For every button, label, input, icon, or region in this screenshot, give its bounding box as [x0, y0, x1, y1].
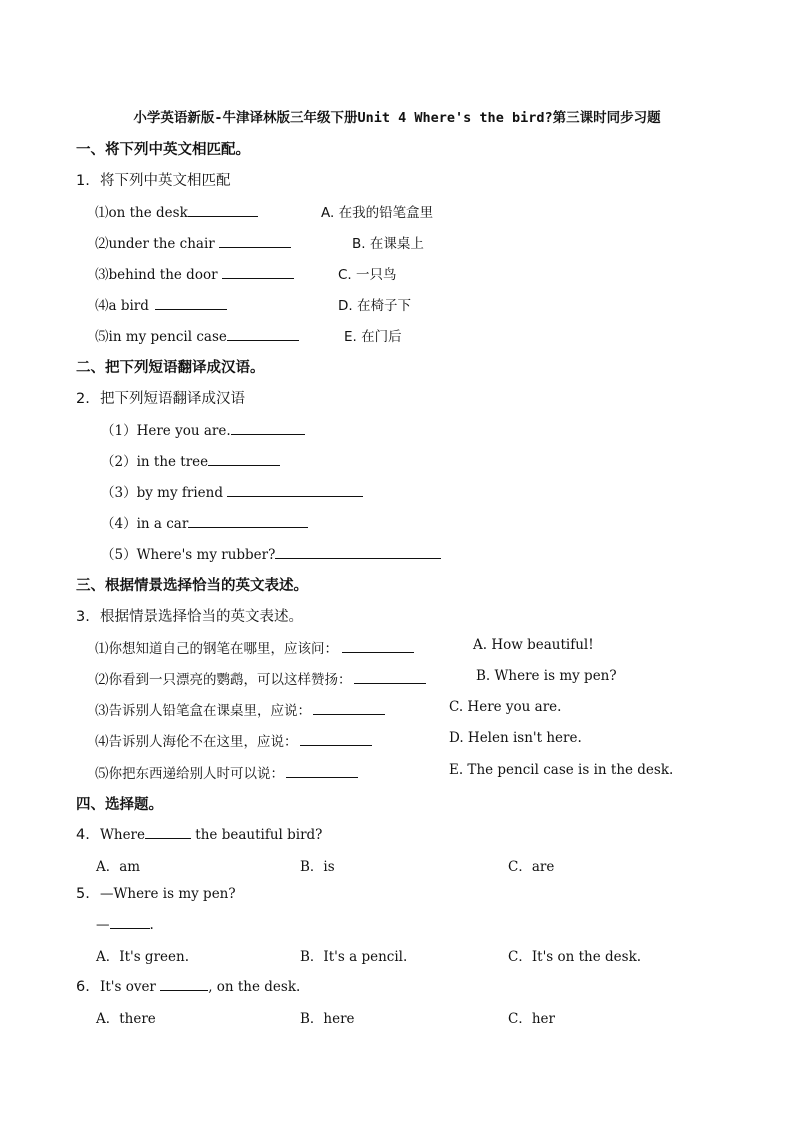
match-item-right: A. 在我的铅笔盒里: [321, 205, 434, 221]
match-item-left: ⑵under the chair: [95, 232, 291, 252]
option-c[interactable]: C．It's on the desk.: [508, 949, 642, 965]
match-item-right: B. 在课桌上: [352, 236, 424, 252]
option-a[interactable]: A．there: [96, 1011, 156, 1027]
answer-blank[interactable]: [300, 731, 372, 746]
question-text: 根据情景选择恰当的英文表述。: [100, 609, 303, 625]
translate-item: （1）Here you are.: [101, 419, 305, 439]
option-b[interactable]: B．here: [300, 1011, 355, 1027]
translate-item: （4）in a car: [101, 512, 308, 532]
question-number: 4.: [76, 827, 90, 843]
translate-item: （2）in the tree: [101, 450, 280, 470]
answer-blank[interactable]: [188, 202, 258, 217]
answer-blank[interactable]: [219, 233, 291, 248]
answer-line: — .: [96, 914, 154, 933]
answer-blank[interactable]: [110, 914, 150, 929]
answer-blank[interactable]: [354, 669, 426, 684]
situation-item: ⑴你想知道自己的钢笔在哪里，应该问：: [95, 637, 414, 657]
answer-blank[interactable]: [342, 638, 414, 653]
answer-blank[interactable]: [275, 544, 441, 559]
option-a[interactable]: A．It's green.: [96, 949, 189, 965]
question-6: 6. It's over , on the desk.: [76, 976, 300, 995]
answer-blank[interactable]: [145, 824, 191, 839]
option-c[interactable]: C．her: [508, 1011, 555, 1027]
situation-item: ⑶告诉别人铅笔盒在课桌里，应说：: [95, 699, 385, 719]
question-5: 5. —Where is my pen?: [76, 886, 236, 902]
expression-option: D. Helen isn't here.: [449, 730, 582, 746]
worksheet-title: 小学英语新版-牛津译林版三年级下册Unit 4 Where's the bird?第三课时同步习题: [133, 110, 661, 126]
question-3: [76, 605, 303, 626]
match-item-left: ⑷a bird: [95, 294, 227, 314]
situation-item: ⑷告诉别人海伦不在这里，应说：: [95, 730, 372, 750]
translate-item: （3）by my friend: [101, 481, 363, 501]
question-number: 6.: [76, 979, 90, 995]
match-item-left: ⑶behind the door: [95, 263, 294, 283]
answer-blank[interactable]: [227, 482, 363, 497]
answer-blank[interactable]: [208, 451, 280, 466]
question-1: [76, 169, 231, 190]
answer-blank[interactable]: [227, 326, 299, 341]
expression-option: B. Where is my pen?: [476, 668, 617, 684]
answer-blank[interactable]: [313, 700, 385, 715]
answer-blank[interactable]: [155, 295, 227, 310]
option-c[interactable]: C．are: [508, 859, 555, 875]
option-b[interactable]: B．is: [300, 859, 335, 875]
section-heading-2: 二、把下列短语翻译成汉语。: [76, 360, 265, 376]
question-number: 3.: [76, 609, 90, 625]
question-number: 1.: [76, 173, 90, 189]
question-text: 把下列短语翻译成汉语: [100, 391, 245, 407]
situation-item: ⑸你把东西递给别人时可以说：: [95, 762, 358, 782]
answer-blank[interactable]: [188, 513, 308, 528]
translate-item: （5）Where's my rubber?: [101, 543, 441, 563]
question-number: 5.: [76, 886, 90, 902]
answer-blank[interactable]: [231, 420, 305, 435]
answer-blank[interactable]: [222, 264, 294, 279]
question-text: 将下列中英文相匹配: [100, 173, 231, 189]
expression-option: E. The pencil case is in the desk.: [449, 762, 674, 778]
section-heading-3: 三、根据情景选择恰当的英文表述。: [76, 578, 308, 594]
question-number: 2.: [76, 391, 90, 407]
match-item-left: ⑸in my pencil case: [95, 325, 299, 345]
option-b[interactable]: B．It's a pencil.: [300, 949, 408, 965]
match-item-right: D. 在椅子下: [338, 298, 411, 314]
expression-option: C. Here you are.: [449, 699, 562, 715]
situation-item: ⑵你看到一只漂亮的鹦鹉，可以这样赞扬：: [95, 668, 426, 688]
option-a[interactable]: A．am: [96, 859, 141, 875]
match-item-right: C. 一只鸟: [338, 267, 397, 283]
match-item-right: E. 在门后: [344, 329, 402, 345]
section-heading-4: 四、选择题。: [76, 797, 163, 813]
match-item-left: ⑴on the desk: [95, 201, 258, 221]
answer-blank[interactable]: [160, 976, 208, 991]
question-2: [76, 387, 245, 408]
expression-option: A. How beautiful!: [473, 637, 594, 653]
answer-blank[interactable]: [286, 763, 358, 778]
section-heading-1: 一、将下列中英文相匹配。: [76, 142, 250, 158]
question-4: 4. Where the beautiful bird?: [76, 824, 322, 843]
